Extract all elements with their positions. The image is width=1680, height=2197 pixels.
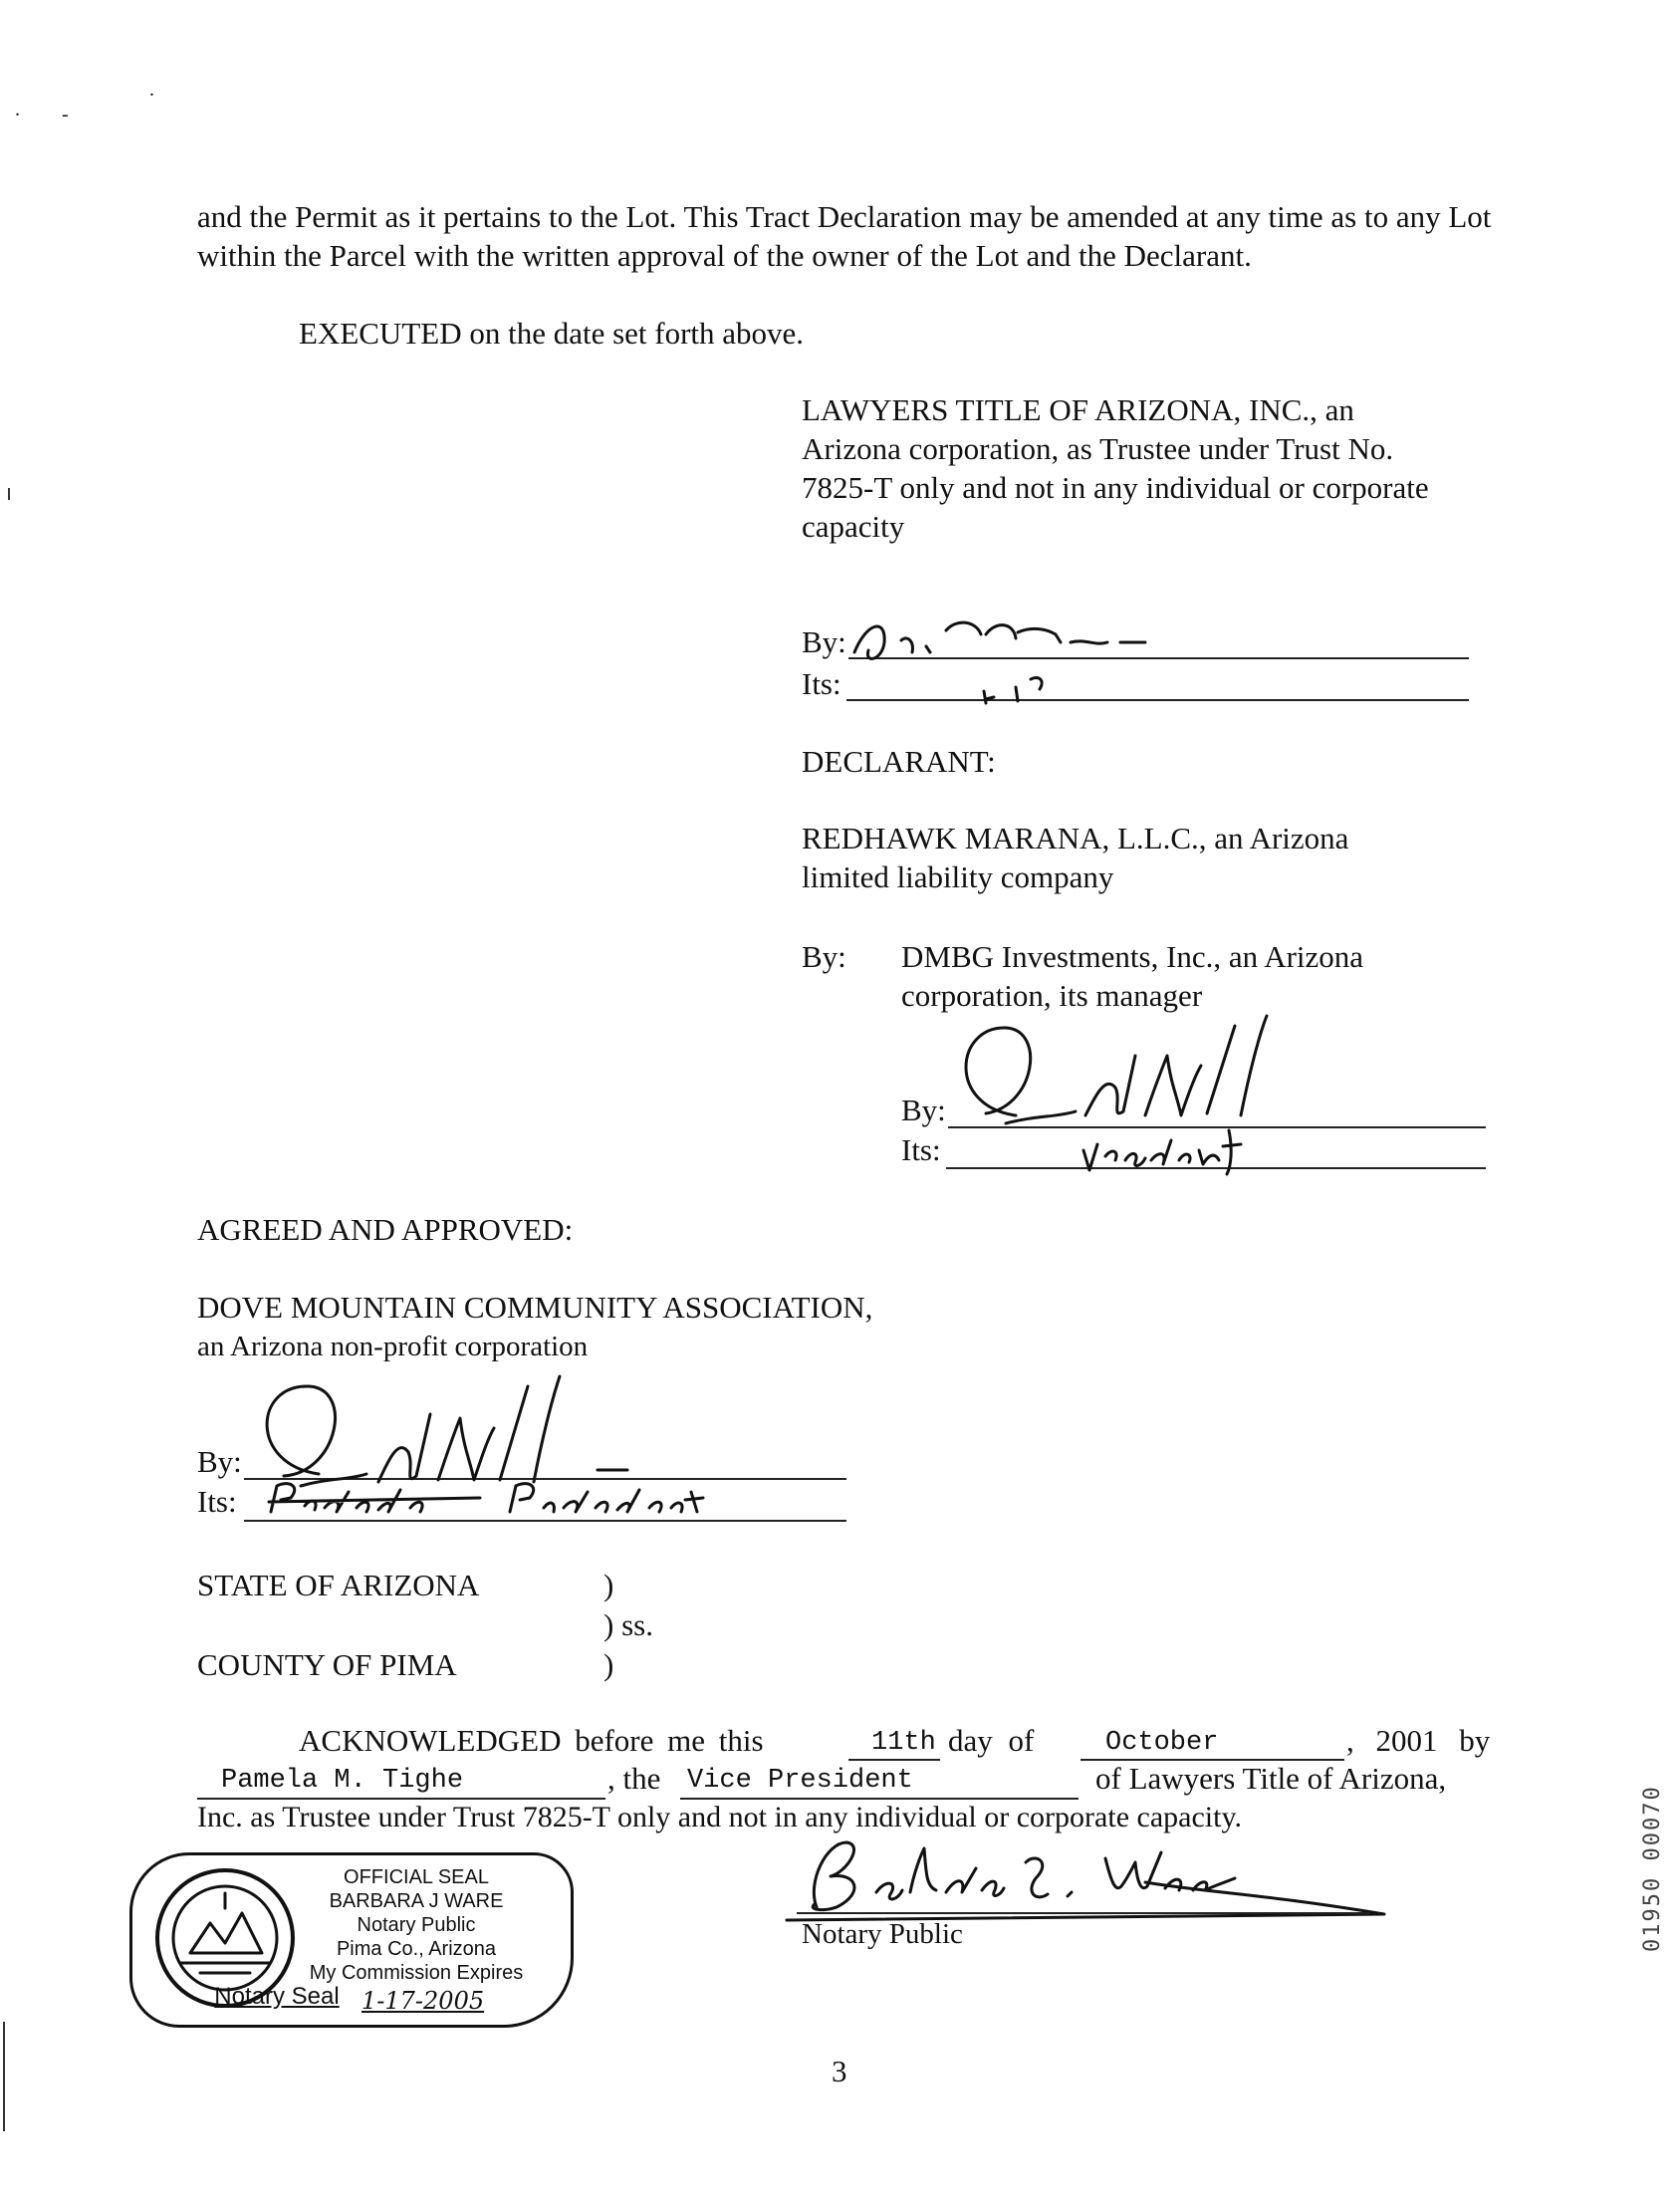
trustee-name-line4: capacity [802, 509, 905, 544]
ack-title: Vice President [687, 1766, 913, 1796]
declarant-title-handwritten [1076, 1120, 1275, 1180]
venue-state: STATE OF ARIZONA [197, 1568, 480, 1602]
seal-line5: My Commission Expires [309, 1962, 524, 1984]
seal-line2: BARBARA J WARE [329, 1890, 504, 1912]
seal-line3: Notary Public [357, 1914, 476, 1936]
scan-speck: . [15, 99, 20, 121]
ack-day: 11th [871, 1728, 936, 1758]
approval-name-line2: an Arizona non-profit corporation [197, 1331, 589, 1362]
venue-paren-top: ) [603, 1568, 614, 1602]
trustee-its-label: Its: [802, 666, 841, 701]
declarant-manager-line2: corporation, its manager [901, 978, 1203, 1013]
declarant-heading: DECLARANT: [802, 744, 996, 779]
approval-by-label: By: [197, 1444, 242, 1479]
scan-edge-line [3, 2022, 5, 2131]
ack-year-by: , 2001 by [1346, 1723, 1491, 1758]
opening-paragraph: and the Permit as it pertains to the Lot. This Tract Declaration may be amended at any time as to any Lot within the Parcel with the written approval of the owner of the Lot and the Declarant. [197, 199, 1492, 273]
scan-edge-tick [8, 488, 10, 500]
seal-line6: Notary Seal [214, 1983, 340, 2010]
ack-person: Pamela M. Tighe [221, 1766, 464, 1796]
ack-day-of: day of [948, 1723, 1035, 1758]
ack-line1-start: ACKNOWLEDGED before me this [299, 1723, 764, 1758]
approval-its-label: Its: [197, 1484, 237, 1519]
trustee-name-line1: LAWYERS TITLE OF ARIZONA, INC., an [802, 392, 1354, 427]
venue-paren-bottom: ) [603, 1647, 614, 1682]
trustee-name-line3: 7825-T only and not in any individual or corporate [802, 470, 1429, 505]
executed-line: EXECUTED on the date set forth above. [299, 316, 805, 351]
seal-line1: OFFICIAL SEAL [344, 1866, 489, 1888]
ack-month: October [1105, 1728, 1219, 1758]
ack-line3: Inc. as Trustee under Trust 7825-T only and not in any individual or corporate capacity. [197, 1801, 1242, 1833]
ack-of-company: of Lawyers Title of Arizona, [1095, 1761, 1447, 1796]
approval-heading: AGREED AND APPROVED: [197, 1212, 574, 1247]
margin-recording-code: 01950 00070 [1640, 1785, 1665, 1952]
declarant-name-line1: REDHAWK MARANA, L.L.C., an Arizona [802, 821, 1349, 855]
scan-speck: - [62, 104, 69, 125]
declarant-sub-its-label: Its: [901, 1132, 941, 1167]
ack-the: , the [607, 1761, 661, 1796]
approval-title-handwritten [261, 1472, 819, 1532]
trustee-its-line [846, 699, 1469, 701]
seal-line4: Pima Co., Arizona [336, 1938, 497, 1960]
trustee-name-line2: Arizona corporation, as Trustee under Trust No. [802, 431, 1394, 466]
declarant-manager-line1: DMBG Investments, Inc., an Arizona [901, 939, 1364, 974]
page-number: 3 [832, 2054, 847, 2088]
notary-seal-stamp [129, 1852, 574, 2028]
trustee-its-mark [976, 669, 1095, 709]
trustee-by-label: By: [802, 624, 846, 659]
declarant-by-label: By: [802, 939, 846, 974]
scan-speck: . [149, 79, 154, 101]
declarant-sub-by-label: By: [901, 1093, 946, 1127]
declarant-name-line2: limited liability company [802, 859, 1114, 894]
notary-public-label: Notary Public [802, 1918, 963, 1950]
venue-county: COUNTY OF PIMA [197, 1647, 457, 1682]
venue-ss: ) ss. [603, 1607, 653, 1642]
trustee-signature [846, 612, 1265, 672]
approval-name-line1: DOVE MOUNTAIN COMMUNITY ASSOCIATION, [197, 1290, 873, 1325]
seal-expiry-handwritten: 1-17-2005 [361, 1987, 485, 2015]
